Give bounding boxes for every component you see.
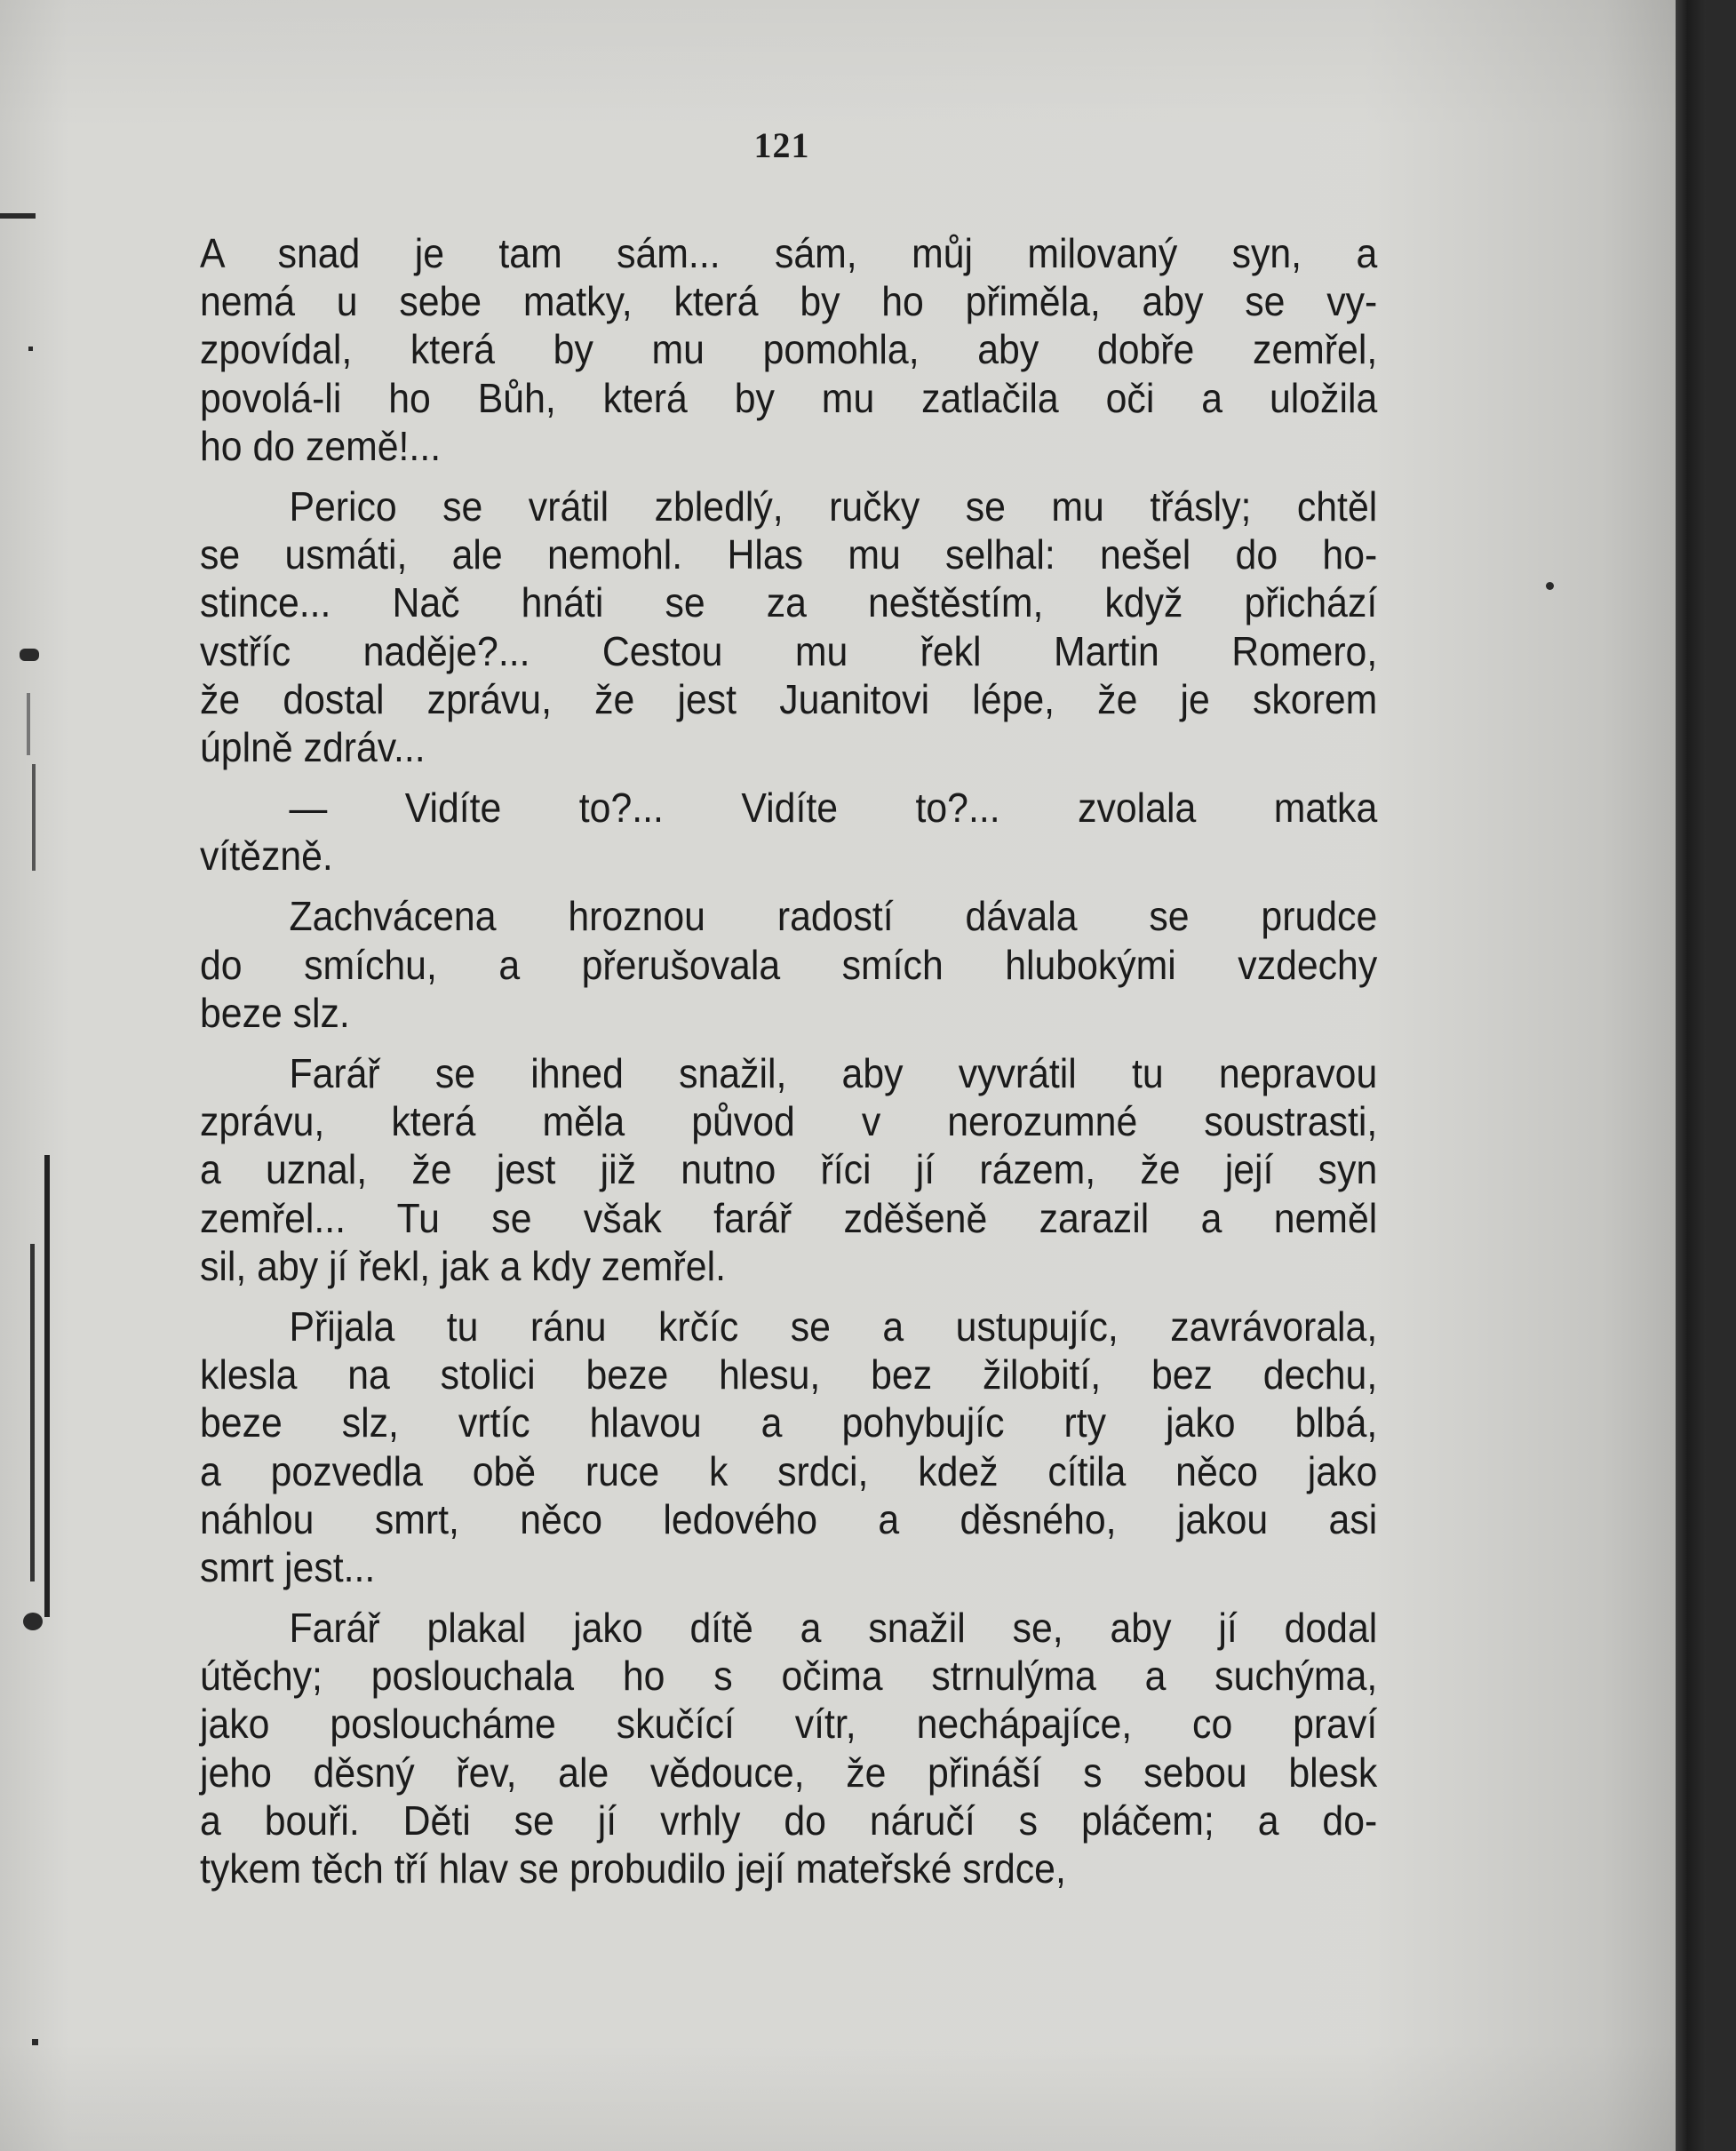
body-text-inner (200, 229, 1377, 1892)
margin-mark (30, 1244, 35, 1581)
text-line: klesla na stolici beze hlesu, bez žilobití, bez dechu, (200, 1351, 1378, 1398)
text-line: náhlou smrt, něco ledového a děsného, jakou asi (200, 1495, 1378, 1542)
text-line: zpovídal, která by mu pomohla, aby dobře zemřel, (200, 326, 1378, 373)
page-number: 121 (753, 125, 810, 165)
text-line: a bouři. Děti se jí vrhly do náručí s pláčem; a do- (200, 1796, 1378, 1844)
text-line: jeho děsný řev, ale vědouce, že přináší s sebou blesk (200, 1749, 1378, 1796)
paragraph (200, 1303, 1377, 1591)
text-line: nemá u sebe matky, která by ho přiměla, aby se vy- (200, 278, 1378, 325)
paragraph (200, 1604, 1377, 1892)
text-line: útěchy; poslouchala ho s očima strnulýma a suchýma, (200, 1653, 1378, 1700)
text-line: a pozvedla obě ruce k srdci, kdež cítila něco jako (200, 1447, 1378, 1494)
margin-mark (27, 693, 30, 755)
text-line: stince... Nač hnáti se za neštěstím, když přichází (200, 579, 1378, 626)
text-line: vstříc naděje?... Cestou mu řekl Martin Romero, (200, 627, 1378, 674)
paragraph (200, 784, 1377, 880)
text-line: A snad je tam sám... sám, můj milovaný syn, a (200, 230, 1378, 276)
text-line: Perico se vrátil zbledlý, ručky se mu třásly; chtěl (289, 482, 1378, 530)
text-line: jako posloucháme skučící vítr, nechápajíce, co praví (200, 1701, 1378, 1748)
body-text (200, 229, 1378, 1892)
text-line: zprávu, která měla původ v nerozumné soustrasti, (200, 1098, 1378, 1145)
text-line: ho do země!... (200, 422, 442, 469)
text-line: Farář se ihned snažil, aby vyvrátil tu nepravou (289, 1050, 1378, 1096)
paragraph (200, 1049, 1377, 1290)
paragraph (200, 482, 1377, 771)
text-line: smrt jest... (200, 1543, 376, 1590)
text-line: Přijala tu ránu krčíc se a ustupujíc, zavrávorala, (289, 1303, 1378, 1350)
paragraph (200, 892, 1377, 1037)
margin-mark (44, 1155, 50, 1617)
text-line: že dostal zprávu, že jest Juanitovi lépe, že je skorem (200, 675, 1378, 722)
margin-mark (1546, 582, 1554, 590)
paragraph (200, 229, 1377, 470)
margin-mark (32, 2039, 38, 2045)
text-line: sil, aby jí řekl, jak a kdy zemřel. (200, 1242, 726, 1289)
margin-mark (32, 764, 36, 871)
text-line: beze slz, vrtíc hlavou a pohybujíc rty jako blbá, (200, 1399, 1378, 1446)
text-line: — Vidíte to?... Vidíte to?... zvolala matka (289, 785, 1378, 832)
text-line: tykem těch tří hlav se probudilo její mateřské srdce, (200, 1845, 1066, 1892)
margin-mark (0, 213, 36, 219)
text-line: povolá-li ho Bůh, která by mu zatlačila oči a uložila (200, 374, 1378, 421)
margin-mark (28, 347, 33, 351)
margin-mark (23, 1613, 43, 1630)
text-line: Farář plakal jako dítě a snažil se, aby jí dodal (289, 1605, 1378, 1652)
text-line: beze slz. (200, 989, 350, 1036)
text-line: do smíchu, a přerušovala smích hlubokými vzdechy (200, 941, 1378, 988)
text-line: vítězně. (200, 833, 333, 880)
text-line: Zachvácena hroznou radostí dávala se prudce (289, 893, 1378, 940)
text-line: a uznal, že jest již nutno říci jí rázem, že její syn (200, 1146, 1378, 1193)
margin-mark (20, 649, 39, 661)
left-margin-marks (0, 0, 80, 2151)
text-line: úplně zdráv... (200, 723, 426, 770)
page-edge-shadow (1676, 0, 1706, 2151)
text-line: se usmáti, ale nemohl. Hlas mu selhal: nešel do ho- (200, 531, 1378, 578)
text-line: zemřel... Tu se však farář zděšeně zarazil a neměl (200, 1194, 1378, 1241)
